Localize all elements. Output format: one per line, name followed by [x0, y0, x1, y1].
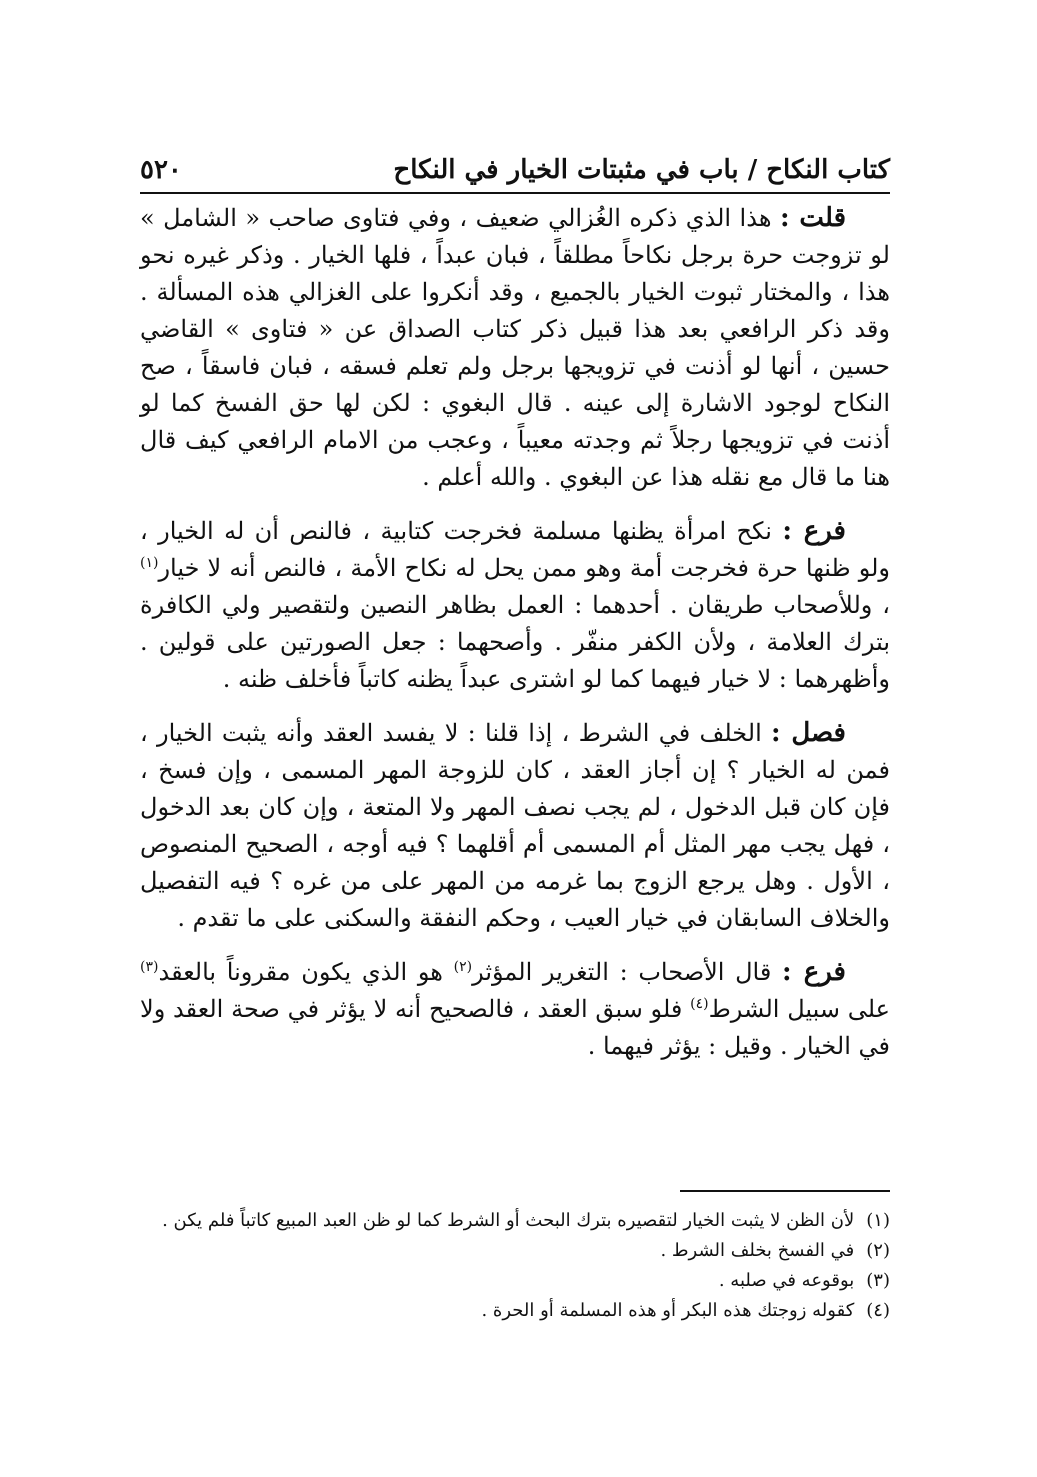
paragraph-lead: فصل :	[771, 718, 846, 748]
main-text	[140, 200, 890, 1082]
paragraph-lead: فرع :	[782, 516, 846, 546]
footnote-text: لأن الظن لا يثبت الخيار لتقصيره بترك البحث أو الشرط كما لو ظن العبد المبيع كاتباً فلم يكن .	[162, 1210, 855, 1231]
footnote-number: (١)	[866, 1210, 890, 1231]
running-header	[140, 150, 890, 190]
footnote	[140, 1236, 890, 1266]
footnote-number: (٤)	[866, 1300, 890, 1321]
footnote-ref[interactable]: (١)	[140, 555, 159, 571]
paragraph-lead: قلت :	[779, 203, 846, 233]
footnote-number: (٣)	[866, 1270, 890, 1291]
page-number: ٥٢٠	[140, 155, 182, 185]
header-title: كتاب النكاح / باب في مثبتات الخيار في النكاح	[393, 155, 890, 185]
footnote-ref[interactable]: (٢)	[453, 959, 473, 975]
paragraph-text: على سبيل الشرط	[708, 995, 890, 1023]
paragraph-text: قال الأصحاب : التغرير المؤثر	[472, 958, 772, 986]
header-rule	[140, 192, 890, 194]
paragraph-far-1	[140, 513, 890, 698]
footnote-number: (٢)	[866, 1240, 890, 1261]
footnote	[140, 1266, 890, 1296]
paragraph-text: ، وللأصحاب طريقان . أحدهما : العمل بظاهر النصين ولتقصير ولي الكافرة بترك العلامة ، ولأن الكفر منفّر . وأصحهما : جعل الصورتين على قولين . وأظهرهما : لا خيار فيهما كما لو اشترى عبداً يظنه كاتباً فأخلف ظنه .	[140, 591, 891, 693]
footnote-ref[interactable]: (٤)	[690, 996, 709, 1012]
paragraph-qultu	[140, 200, 890, 496]
paragraph-text: الخلف في الشرط ، إذا قلنا : لا يفسد العقد وأنه يثبت الخيار ، فمن له الخيار ؟ إن أجاز العقد ، كان للزوجة المهر المسمى ، وإن فسخ ، فإن كان قبل الدخول ، لم يجب نصف المهر ولا المتعة ، وإن كان بعد الدخول ، فهل يجب مهر المثل أم المسمى أم أقلهما ؟ فيه أوجه ، الصحيح المنصوص ، الأول . وهل يرجع الزوج بما غرمه من المهر على من غره ؟ فيه التفصيل والخلاف السابقان في خيار العيب ، وحكم النفقة والسكنى على ما تقدم .	[140, 719, 891, 932]
paragraph-text: هذا الذي ذكره الغُزالي ضعيف ، وفي فتاوى صاحب « الشامل » لو تزوجت حرة برجل نكاحاً مطلقاً ، فبان عبداً ، فلها الخيار . وذكر غيره نحو هذا ، والمختار ثبوت الخيار بالجميع ، وقد أنكروا على الغزالي هذه المسألة . وقد ذكر الرافعي بعد هذا قبيل ذكر كتاب الصداق عن « فتاوى » القاضي حسين ، أنها لو أذنت في تزويجها برجل ولم تعلم فسقه ، فبان فاسقاً ، صح النكاح لوجود الاشارة إلى عينه . قال البغوي : لكن لها حق الفسخ كما لو أذنت في تزويجها رجلاً ثم وجدته معيباً ، وعجب من الامام الرافعي كيف قال هنا ما قال مع نقله هذا عن البغوي . والله أعلم .	[140, 204, 890, 491]
paragraph-lead: فرع :	[782, 957, 846, 987]
footnote-text: في الفسخ بخلف الشرط .	[660, 1240, 855, 1261]
footnote-ref[interactable]: (٣)	[140, 959, 159, 975]
paragraph-text: فلو سبق العقد ، فالصحيح أنه لا يؤثر في صحة العقد ولا في الخيار . وقيل : يؤثر فيهما .	[140, 995, 890, 1060]
footnote-text: بوقوعه في صلبه .	[718, 1270, 855, 1291]
paragraph-text: هو الذي يكون مقروناً بالعقد	[158, 958, 443, 986]
footnotes	[140, 1206, 890, 1326]
footnote-separator	[680, 1190, 890, 1192]
footnote	[140, 1206, 890, 1236]
paragraph-text: نكح امرأة يظنها مسلمة فخرجت كتابية ، فالنص أن له الخيار ، ولو ظنها حرة فخرجت أمة وهو ممن يحل له نكاح الأمة ، فالنص أنه لا خيار	[140, 517, 890, 582]
footnote	[140, 1296, 890, 1326]
paragraph-far-2	[140, 954, 890, 1065]
footnote-text: كقوله زوجتك هذه البكر أو هذه المسلمة أو الحرة .	[481, 1300, 855, 1321]
paragraph-fasl	[140, 715, 890, 937]
